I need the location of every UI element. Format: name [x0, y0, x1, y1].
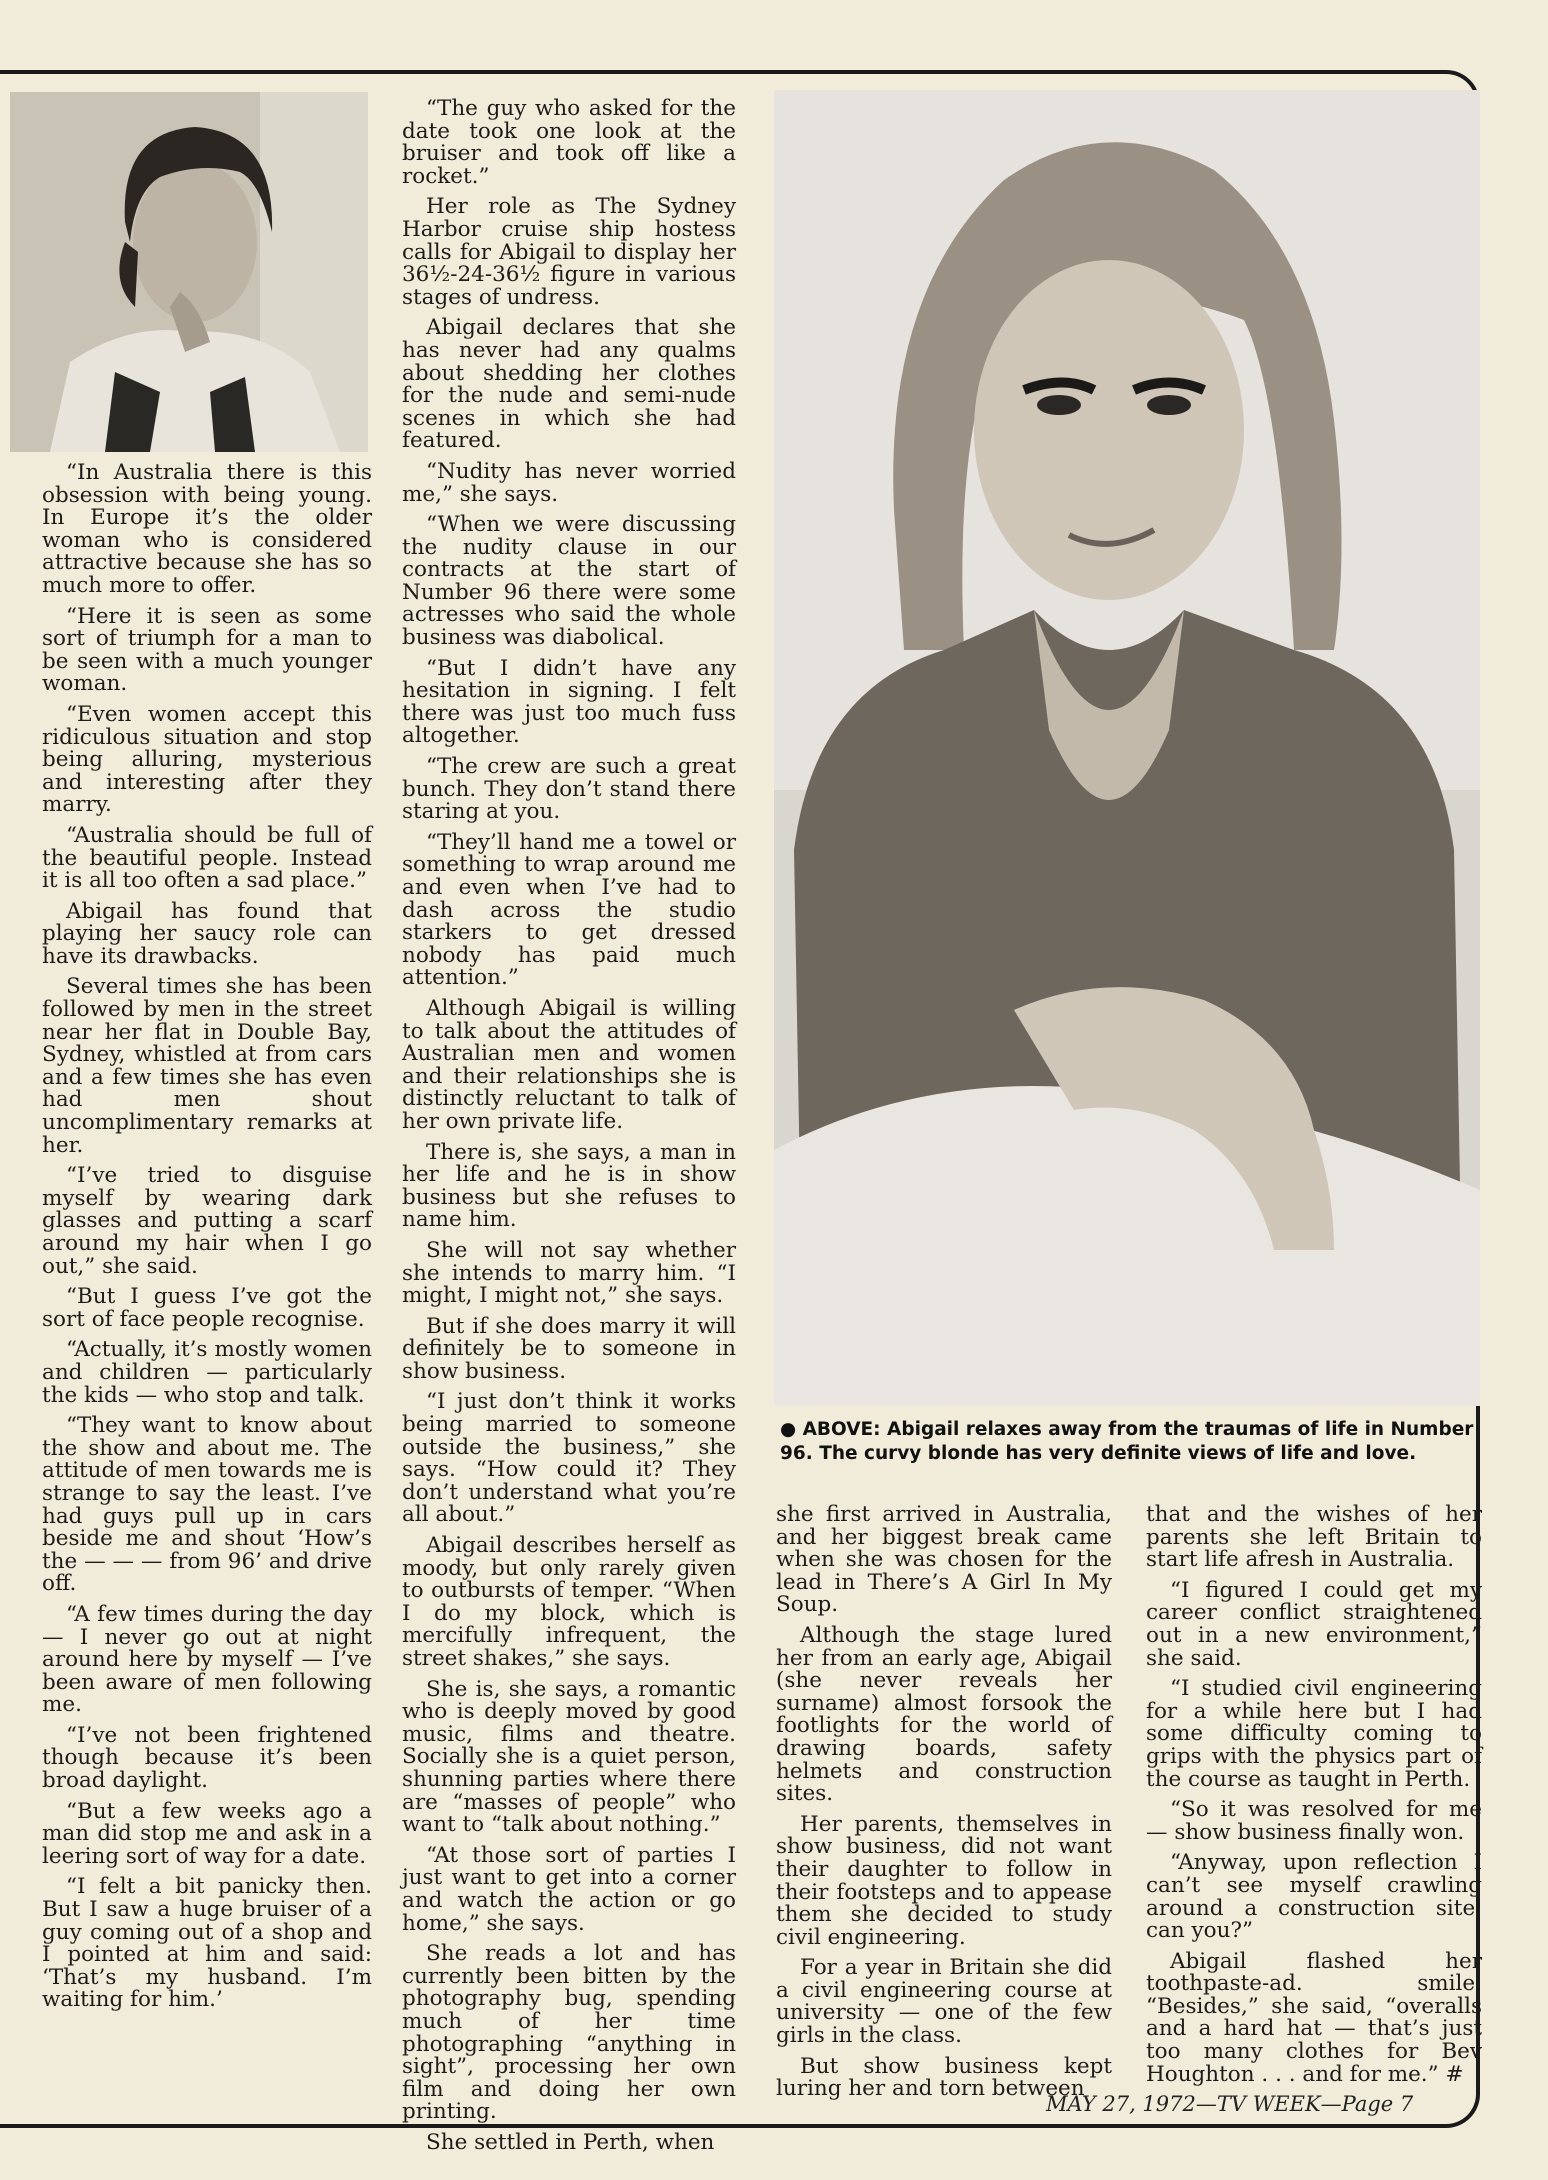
paragraph: Although Abigail is willing to talk about the attitudes of Australian men and women and their relationships she is distinctly reluctant to talk of her own private life. [402, 995, 736, 1134]
paragraph: Abigail describes herself as moody, but only rarely given to outbursts of temper. “When I do my block, which is mercifully infrequent, the street shakes,” she says. [402, 1533, 736, 1671]
paragraph: But show business kept luring her and torn between [776, 2053, 1112, 2102]
paragraph: “So it was resolved for me — show business finally won. [1146, 1797, 1482, 1845]
paragraph: But if she does marry it will definitely be to someone in show business. [402, 1313, 736, 1384]
paragraph: “The crew are such a great bunch. They don’t stand there staring at you. [402, 754, 736, 825]
paragraph: “When we were discussing the nudity clause in our contracts at the start of Number 96 there were some actresses who said the whole business was diabolical. [402, 512, 736, 651]
paragraph: “In Australia there is this obsession with being young. In Europe it’s the older woman who is considered attractive because she has so much more to offer. [42, 460, 372, 598]
paragraph: “I felt a bit panicky then. But I saw a huge bruiser of a guy coming out of a shop and I pointed at him and said: ‘That’s my husband. I’m waiting for him.’ [42, 1874, 372, 2013]
paragraph: She will not say whether she intends to marry him. “I might, I might not,” she says. [402, 1237, 736, 1309]
paragraph: “I’ve tried to disguise myself by wearing dark glasses and putting a scarf around my hair when I go out,” she said. [42, 1163, 372, 1279]
paragraph: “I just don’t think it works being married to someone outside the business,” she says. “How could it? They don’t understand what you’re all about.” [402, 1389, 736, 1528]
paragraph: “Actually, it’s mostly women and children — particularly the kids — who stop and talk. [42, 1337, 372, 1408]
paragraph: Although the stage lured her from an early age, Abigail (she never reveals her surname) almost forsook the footlights for the world of drawing boards, safety helmets and construction sites. [776, 1622, 1112, 1807]
paragraph: Her parents, themselves in show business, did not want their daughter to follow in their footsteps and to appease them she decided to study civil engineering. [776, 1811, 1112, 1950]
paragraph: She reads a lot and has currently been bitten by the photography bug, spending much of her time photographing “anything in sight”, processing her own film and doing her own printing. [402, 1941, 736, 2125]
article-column-4 [1146, 1504, 1482, 2094]
paragraph: She settled in Perth, when [426, 2129, 715, 2155]
paragraph: “Nudity has never worried me,” she says. [402, 458, 736, 507]
paragraph: “But I guess I’ve got the sort of face people recognise. [42, 1284, 372, 1332]
page-footer: MAY 27, 1972—TV WEEK—Page 7 [1046, 2092, 1414, 2116]
paragraph: “Here it is seen as some sort of triumph for a man to be seen with a much younger woman. [42, 603, 372, 697]
paragraph: “Anyway, upon reflection I can’t see myself crawling around a construction site, can you?” [1146, 1850, 1482, 1944]
paragraph: Her role as The Sydney Harbor cruise ship hostess calls for Abigail to display her 36½-24-36½ figure in various stages of undress. [402, 194, 736, 310]
paragraph: “I’ve not been frightened though because it’s been broad daylight. [42, 1722, 372, 1794]
paragraph: “At those sort of parties I just want to get into a corner and watch the action or go home,” she says. [402, 1842, 736, 1936]
paragraph: “A few times during the day — I never go out at night around here by myself — I’ve been aware of men following me. [42, 1601, 372, 1718]
paragraph: “The guy who asked for the date took one look at the bruiser and took off like a rocket.” [402, 96, 736, 189]
article-column-1 [42, 462, 372, 2020]
paragraph: She is, she says, a romantic who is deeply moved by good music, films and theatre. Socially she is a quiet person, shunning parties where there are “masses of people” who want to “talk about nothing.” [402, 1676, 736, 1838]
paragraph: “Even women accept this ridiculous situation and stop being alluring, mysterious and interesting after they marry. [42, 701, 372, 818]
paragraph: Abigail flashed her toothpaste-ad. smile. “Besides,” she said, “overalls and a hard hat — that’s just too many clothes for Bev Houghton . . . and for me.” # [1146, 1948, 1482, 2087]
paragraph: For a year in Britain she did a civil engineering course at university — one of the few girls in the class. [776, 1955, 1112, 2049]
portrait-photo [10, 92, 368, 452]
paragraph: “I studied civil engineering for a while here but I had some difficulty coming to grips with the physics part of the course as taught in Perth. [1146, 1676, 1482, 1792]
paragraph: Abigail has found that playing her saucy role can have its drawbacks. [42, 898, 372, 969]
paragraph: “I figured I could get my career conflict straightened out in a new environment,” she said. [1146, 1577, 1482, 1671]
paragraph: “But I didn’t have any hesitation in signing. I felt there was just too much fuss altogether. [402, 655, 736, 749]
paragraph: she first arrived in Australia, and her biggest break came when she was chosen for the lead in There’s A Girl In My Soup. [776, 1502, 1112, 1618]
paragraph: “They’ll hand me a towel or something to wrap around me and even when I’ve had to dash across the studio starkers to get dressed nobody has paid much attention.” [402, 829, 736, 991]
paragraph: that and the wishes of her parents she left Britain to start life afresh in Australia. [1146, 1502, 1482, 1573]
caption-text: Abigail relaxes away from the traumas of life in Number 96. The curvy blonde has very definite views of life and love. [780, 1419, 1474, 1464]
article-column-3 [776, 1504, 1112, 2109]
paragraph: “They want to know about the show and about me. The attitude of men towards me is strange to say the least. I’ve had guys pull up in cars beside me and shout ‘How’s the — — — from 96’ and drive off. [42, 1413, 372, 1597]
paragraph: Abigail declares that she has never had any qualms about shedding her clothes for the nude and semi-nude scenes in which she had featured. [402, 315, 736, 454]
photo-caption [780, 1418, 1480, 1466]
caption-label: ● ABOVE: [780, 1419, 881, 1440]
article-column-2 [402, 98, 736, 2162]
paragraph: Several times she has been followed by men in the street near her flat in Double Bay, Sydney, whistled at from cars and a few times she has even had men shout uncomplimentary remarks at her. [42, 974, 372, 1158]
paragraph: “Australia should be full of the beautiful people. Instead it is all too often a sad place.” [42, 822, 372, 894]
main-photo [774, 90, 1480, 1406]
paragraph: “But a few weeks ago a man did stop me and ask in a leering sort of way for a date. [42, 1798, 372, 1869]
paragraph: There is, she says, a man in her life and he is in show business but she refuses to name him. [402, 1139, 736, 1233]
